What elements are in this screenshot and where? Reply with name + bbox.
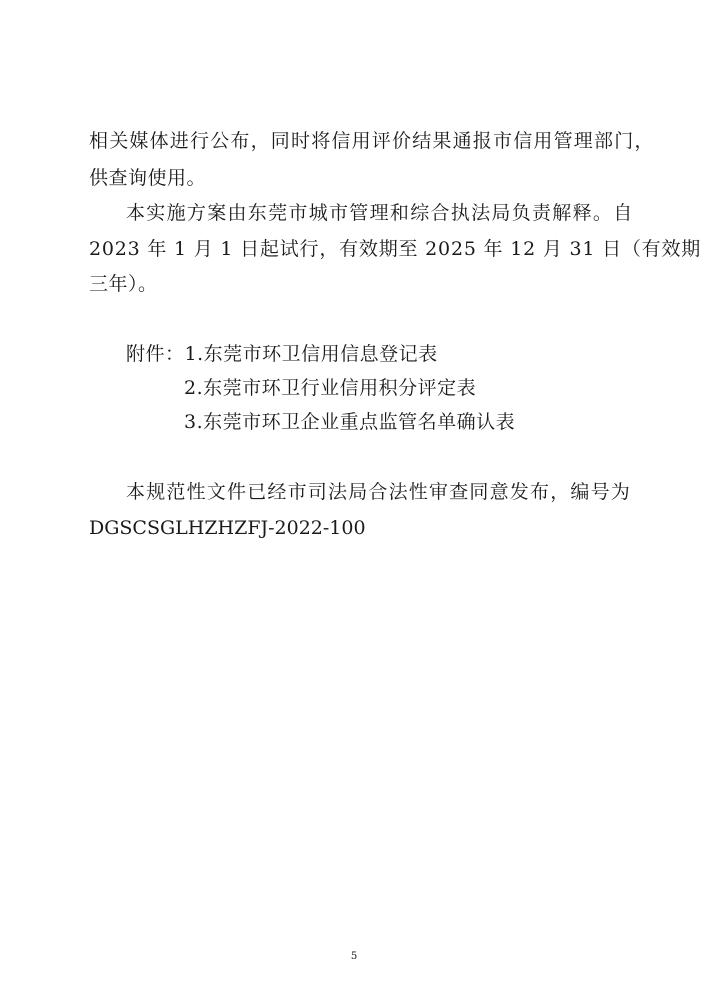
attachment-item-2: 2.东莞市环卫行业信用积分评定表 [184, 377, 477, 399]
paragraph-2-line-1: 本实施方案由东莞市城市管理和综合执法局负责解释。自 [126, 202, 634, 224]
attachment-item-3: 3.东莞市环卫企业重点监管名单确认表 [184, 411, 516, 433]
document-number: DGSCSGLHZHZFJ-2022-100 [89, 517, 366, 539]
page-number: 5 [350, 951, 358, 962]
paragraph-3-line-1: 本规范性文件已经市司法局合法性审查同意发布，编号为 [126, 481, 632, 503]
attachment-item-1: 附件：1.东莞市环卫信用信息登记表 [126, 343, 438, 365]
paragraph-1-line-1: 相关媒体进行公布，同时将信用评价结果通报市信用管理部门， [89, 130, 655, 152]
paragraph-2-line-2: 2023 年 1 月 1 日起试行，有效期至 2025 年 12 月 31 日（有效期 [89, 238, 702, 260]
paragraph-2-line-3: 三年）。 [89, 273, 158, 295]
paragraph-1-line-2: 供查询使用。 [89, 167, 207, 189]
